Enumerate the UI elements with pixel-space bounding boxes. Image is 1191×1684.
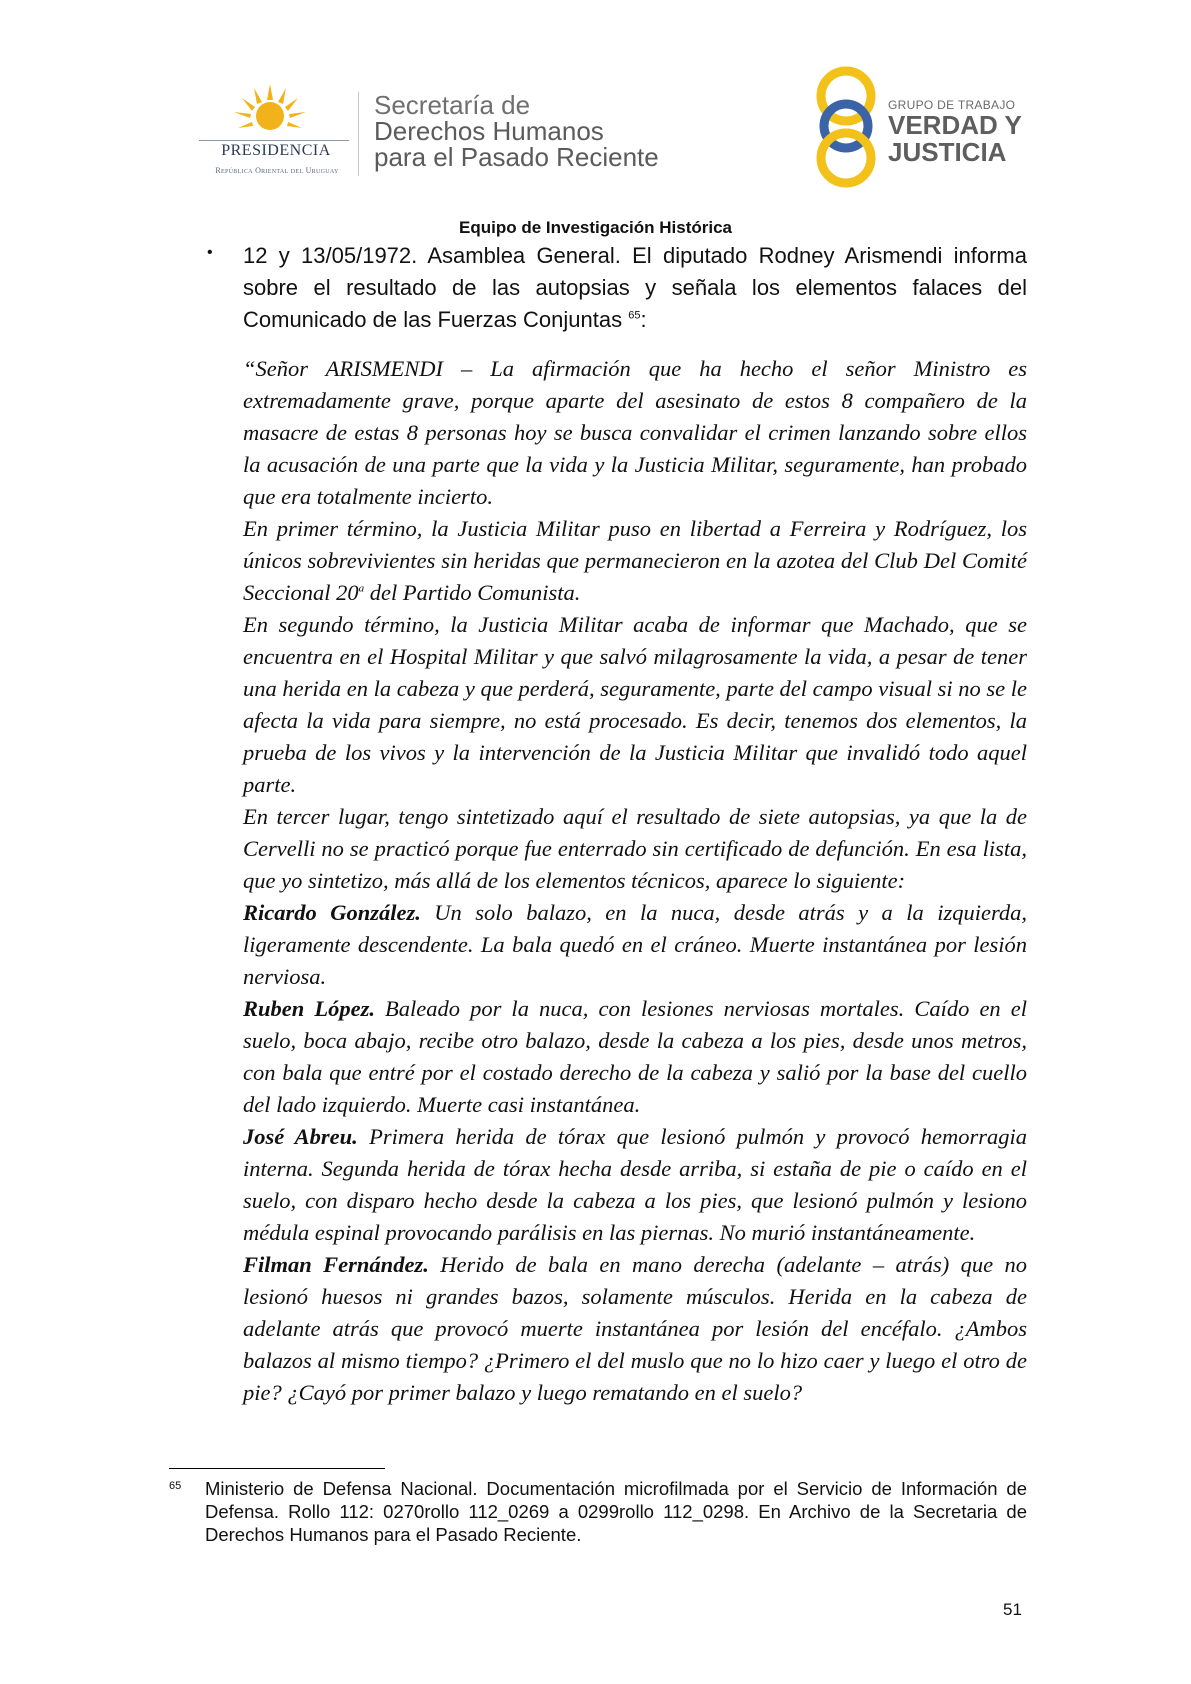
presidencia-logo [197, 82, 347, 182]
autopsy-entry [243, 897, 1027, 993]
footnote-text: Ministerio de Defensa Nacional. Documentación microfilmada por el Servicio de Información de Defensa. Rollo 112: 0270rollo 112_0269 a 0299rollo 112_0298. En Archivo de la Secretaria de Derechos Humanos para el Pasado Reciente. [205, 1478, 1027, 1545]
bullet-dot-icon: • [207, 244, 213, 261]
quote-paragraph: En segundo término, la Justicia Militar acaba de informar que Machado, que se encuentra en el Hospital Militar y que salvó milagrosamente la vida, a pesar de tener una herida en la cabeza y que perderá, seguramente, parte del campo visual si no se le afecta la vida para siempre, no está procesado. Es decir, tenemos dos elementos, la prueba de los vivos y la intervención de la Justicia Militar que invalidó todo aquel parte. [243, 612, 1028, 797]
ordinal-sup: a [358, 582, 365, 595]
autopsy-entry [243, 1121, 1027, 1249]
secretaria-line-2: Derechos Humanos [374, 116, 604, 146]
victim-name: Ricardo González. [243, 900, 421, 925]
autopsy-entry [243, 1249, 1027, 1409]
bullet-trail: : [640, 307, 647, 332]
bullet-text [243, 240, 1027, 336]
quote-paragraph: “Señor ARISMENDI – La afirmación que ha hecho el señor Ministro es extremadamente grave, porque aparte del asesinato de estos 8 compañero de la masacre de estas 8 personas hoy se busca convalidar el crimen lanzando sobre ellos la acusación de una parte que la vida y la Justicia Militar, seguramente, han probado que era totalmente incierto. [243, 356, 1027, 509]
quote-text: En primer término, la Justicia Militar puso en libertad a Ferreira y Rodríguez, los únicos sobrevivientes sin heridas que permanecieron en la azotea del Club Del Comité Seccional 20 [243, 516, 1027, 605]
verdad-justicia-rings-icon [812, 64, 882, 188]
header-divider [358, 92, 359, 176]
presidencia-rule [199, 140, 349, 141]
grupo-trabajo-wordmark [888, 98, 1022, 166]
grupo-small-label: GRUPO DE TRABAJO [888, 98, 1016, 112]
grupo-big-line-2: JUSTICIA [888, 137, 1007, 167]
secretaria-title [374, 92, 659, 170]
page-header [0, 0, 1191, 215]
footnote-separator [169, 1468, 385, 1469]
quote-paragraph [243, 513, 1027, 609]
victim-name: Filman Fernández. [243, 1252, 429, 1277]
footnote-number: 65 [169, 1480, 182, 1492]
autopsy-text: Un solo balazo, en la nuca, desde atrás y a la izquierda, ligeramente descendente. La bala quedó en el cráneo. Muerte instantánea por lesión nerviosa. [243, 900, 1027, 989]
presidencia-subtitle: República Oriental del Uruguay [215, 166, 339, 175]
bullet-body: 12 y 13/05/1972. Asamblea General. El diputado Rodney Arismendi informa sobre el resultado de las autopsias y señala los elementos falaces del Comunicado de las Fuerzas Conjuntas [243, 243, 1027, 332]
team-title: Equipo de Investigación Histórica [459, 218, 732, 237]
secretaria-line-3: para el Pasado Reciente [374, 142, 659, 172]
autopsy-text: Herido de bala en mano derecha (adelante – atrás) que no lesionó huesos ni grandes bazos, solamente músculos. Herida en la cabeza de adelante atrás que provocó muerte instantánea por lesión del encéfalo. ¿Ambos balazos al mismo tiempo? ¿Primero el del muslo que no lo hizo caer y luego el otro de pie? ¿Cayó por primer balazo y luego rematando en el suelo? [243, 1252, 1028, 1405]
victim-name: Ruben López. [243, 996, 375, 1021]
footnote-ref[interactable]: 65 [628, 309, 641, 322]
quote-text: del Partido Comunista. [364, 580, 581, 605]
quoted-speech [243, 353, 1027, 1409]
presidencia-wordmark: PRESIDENCIA [221, 142, 331, 159]
autopsy-entry [243, 993, 1027, 1121]
page-number: 51 [1003, 1600, 1022, 1619]
quote-paragraph: En tercer lugar, tengo sintetizado aquí el resultado de siete autopsias, ya que la de Cervelli no se practicó porque fue enterrado sin certificado de defunción. En esa lista, que yo sintetizo, más allá de los elementos técnicos, aparece lo siguiente: [243, 804, 1027, 893]
autopsy-text: Baleado por la nuca, con lesiones nerviosas mortales. Caído en el suelo, boca abajo, recibe otro balazo, desde la cabeza a los pies, desde unos metros, con bala que entré por el costado derecho de la cabeza y salió por la base del cuello del lado izquierdo. Muerte casi instantánea. [243, 996, 1027, 1117]
autopsy-text: Primera herida de tórax que lesionó pulmón y provocó hemorragia interna. Segunda herida de tórax hecha desde arriba, si estaña de pie o caído en el suelo, con disparo hecho desde la cabeza a los pies, que lesionó pulmón y lesiono médula espinal provocando parálisis en las piernas. No murió instantáneamente. [243, 1124, 1027, 1245]
sun-emblem-icon [230, 82, 310, 144]
grupo-big-line-1: VERDAD Y [888, 110, 1022, 140]
secretaria-line-1: Secretaría de [374, 90, 531, 120]
victim-name: José Abreu. [243, 1124, 358, 1149]
